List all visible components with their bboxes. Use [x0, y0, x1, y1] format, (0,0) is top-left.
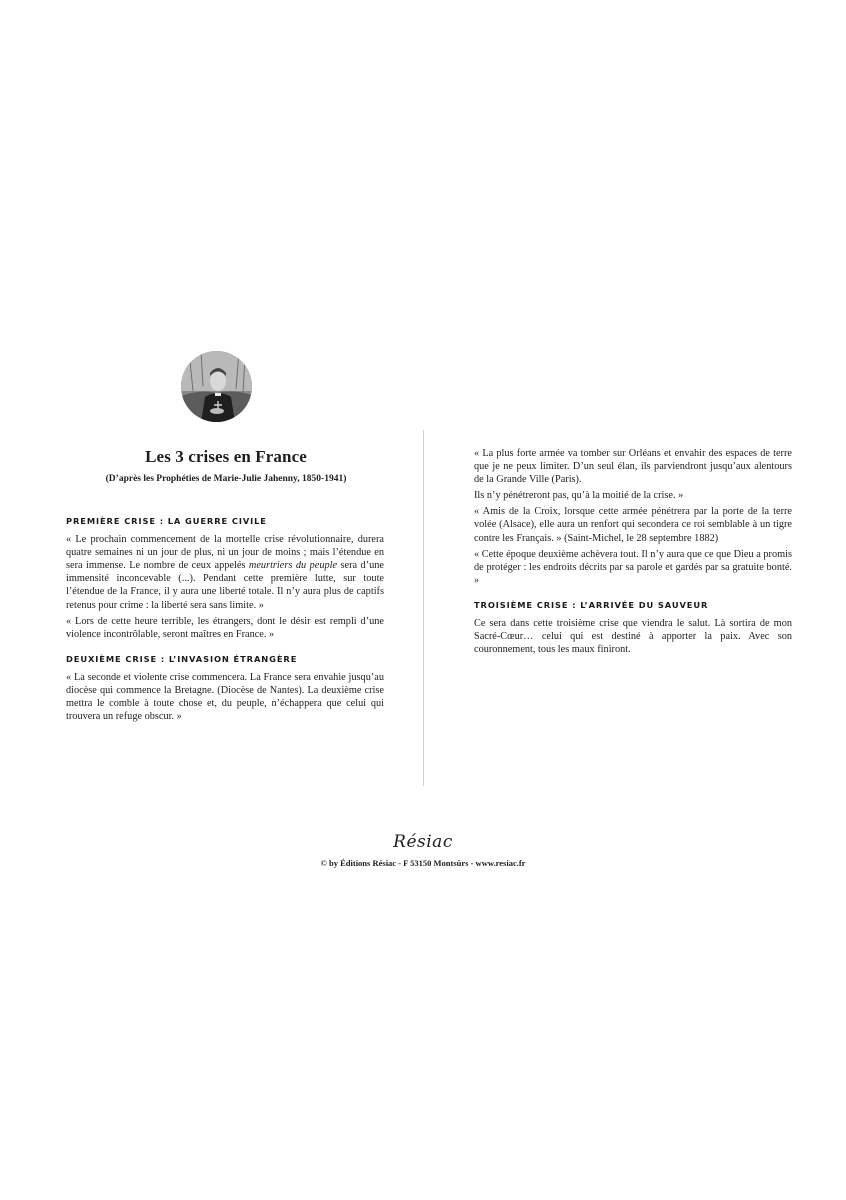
- first-crisis-paragraph-1: « Le prochain commencement de la mortelle crise révolutionnaire, durera quatre semaines ni un jour de plus, ni un jour de moins ; mais l’étendue en sera immense. Le nombre de ceux appelés meurtriers du peuple sera d’une immensité inconcevable (...). Pendant cette première lutte, sur toute l’étendue de la France, il y aura une liberté totale. Il n’y aura plus de captifs retenus pour crime : la liberté sera sans limite. »: [66, 534, 384, 611]
- section-heading-third-crisis: TROISIÈME CRISE : L’ARRIVÉE DU SAUVEUR: [474, 599, 709, 610]
- publisher-logo: Résiac: [393, 832, 453, 852]
- second-crisis-paragraph-2: « La plus forte armée va tomber sur Orléans et envahir des espaces de terre que je ne peux limiter. D’un seul élan, ils parviendront jusqu’aux alentours de la Grande Ville (Paris).: [474, 448, 792, 486]
- section-heading-first-crisis: PREMIÈRE CRISE : LA GUERRE CIVILE: [66, 516, 267, 526]
- second-crisis-paragraph-4: « Amis de la Croix, lorsque cette armée pénétrera par la porte de la terre volée (Alsace), elle aura un renfort qui secondera ce roi semblable à un tigre contre les Français. » (Saint-Michel, le 28 septembre 1882): [474, 506, 792, 544]
- second-crisis-paragraph-5: « Cette époque deuxième achèvera tout. Il n’y aura que ce que Dieu a promis de protéger : les endroits décrits par sa parole et gardés par sa gratuite bonté. »: [474, 548, 792, 586]
- third-crisis-paragraph-1: Ce sera dans cette troisième crise que viendra le salut. Là sortira de mon Sacré-Cœur… celui qui est destiné à apporter la paix. Avec son couronnement, tous les maux finiront.: [474, 618, 792, 656]
- portrait-photo: [181, 351, 252, 422]
- left-column: [66, 515, 384, 726]
- right-column: [474, 447, 792, 659]
- copyright-line: © by Éditions Résiac - F 53150 Montsûrs - www.resiac.fr: [320, 858, 526, 868]
- section-heading-second-crisis: DEUXIÈME CRISE : L’INVASION ÉTRANGÈRE: [66, 653, 298, 664]
- second-crisis-paragraph-3: Ils n’y pénétreront pas, qu’à la moitié de la crise. »: [474, 490, 684, 502]
- emphasis-text: meurtriers du peuple: [248, 560, 338, 572]
- page-subtitle: (D’après les Prophéties de Marie-Julie Jahenny, 1850-1941): [105, 474, 347, 484]
- second-crisis-paragraph-1: « La seconde et violente crise commencera. La France sera envahie jusqu’au diocèse qui commence la Bretagne. (Diocèse de Nantes). La deuxième crise mettra le comble à toute chose et, du peuple, n’échappera que celui qui trouvera un refuge obscur. »: [66, 671, 384, 723]
- first-crisis-paragraph-2: « Lors de cette heure terrible, les étrangers, dont le désir est rempli d’une violence incontrôlable, seront maîtres en France. »: [66, 615, 384, 640]
- page-title: Les 3 crises en France: [145, 447, 307, 466]
- column-divider: [423, 430, 424, 786]
